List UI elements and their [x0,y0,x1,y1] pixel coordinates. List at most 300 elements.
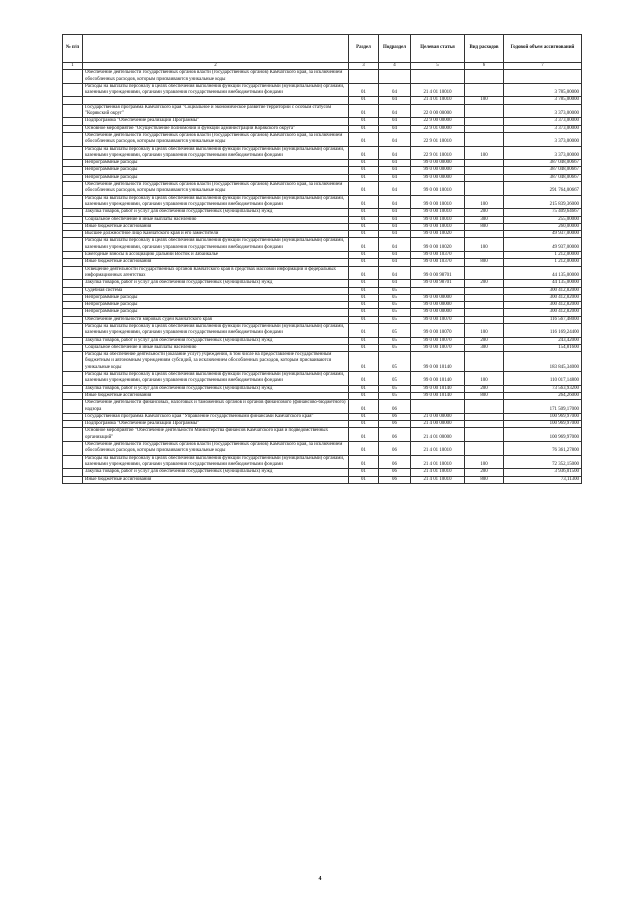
cell-name: Социальное обеспечение и иные выплаты населению [83,216,349,223]
budget-table-sheet [62,34,581,484]
cell-subsection: 06 [379,455,411,469]
cell-target-article: 21 4 01 10010 [411,455,465,469]
cell-target-article: 21 4 01 00000 [411,428,465,442]
cell-section: 01 [349,209,379,216]
cell-expense-type: 800 [465,223,504,230]
table-row [63,70,582,84]
cell-name: Государственная программа Камчатского края "Управление государственными финансами Камчатского края" [83,413,349,420]
cell-index [63,209,83,216]
cell-index [63,476,83,483]
cell-subsection: 04 [379,104,411,118]
cell-target-article: 22 9 01 10010 [411,132,465,146]
cell-index [63,216,83,223]
cell-subsection: 04 [379,252,411,259]
cell-section: 01 [349,259,379,266]
table-row [63,223,582,230]
cell-target-article [411,287,465,294]
cell-index [63,83,83,97]
header-exptype: Вид расходов [465,35,504,63]
cell-index [63,392,83,399]
table-row [63,352,582,372]
table-row [63,323,582,337]
cell-index [63,238,83,252]
cell-amount: 100 969,97000 [504,428,582,442]
cell-amount: 3 373,00000 [504,132,582,146]
cell-amount: 387 048,00667 [504,167,582,174]
cell-index [63,413,83,420]
cell-index [63,428,83,442]
table-row [63,287,582,294]
cell-index [63,259,83,266]
cell-expense-type [465,118,504,125]
budget-table [62,34,582,484]
cell-expense-type: 200 [465,280,504,287]
cell-index [63,316,83,323]
cell-target-article: 99 0 00 00000 [411,309,465,316]
cell-subsection: 04 [379,97,411,104]
cell-name: Обеспечение деятельности государственных органов власти (государственных органов) Камчатского края, за исключением обособленных расходов, которым присваиваются уникальные коды [83,442,349,456]
cell-subsection: 04 [379,125,411,132]
cell-target-article: 99 0 00 10010 [411,216,465,223]
cell-target-article [411,400,465,414]
cell-target-article: 22 9 01 00000 [411,125,465,132]
cell-name: Расходы на обеспечение деятельности (оказание услуг) учреждений, в том числе на предоставление государственным бюджетным и автономным учреждениям субсидий, за исключением обособленных расходов, которым присваиваются уникальные коды [83,352,349,372]
cell-subsection: 05 [379,392,411,399]
cell-target-article: 21 0 00 00000 [411,413,465,420]
cell-section: 01 [349,309,379,316]
cell-expense-type [465,125,504,132]
col-number: 5 [411,63,465,70]
cell-amount: 116 567,48000 [504,316,582,323]
cell-section: 01 [349,469,379,476]
cell-name: Подпрограмма "Обеспечение реализации Программы" [83,118,349,125]
cell-name: Обеспечение деятельности государственных органов власти (государственных органов) Камчатского края, за исключением обособленных расходов, которым присваиваются уникальные коды [83,182,349,196]
cell-amount: 1 212,00000 [504,252,582,259]
cell-subsection: 05 [379,352,411,372]
cell-amount: 3 785,00000 [504,83,582,97]
cell-expense-type [465,316,504,323]
cell-index [63,442,83,456]
cell-name: Обеспечение деятельности мировых судей Камчатского края [83,316,349,323]
cell-section: 01 [349,146,379,160]
cell-amount: 300 412,82000 [504,302,582,309]
table-row [63,421,582,428]
cell-index [63,309,83,316]
cell-section: 01 [349,413,379,420]
cell-name: Расходы на выплаты персоналу в целях обеспечения выполнения функций государственными (муниципальными) органами, казенными учреждениями, органами управления государственными внебюджетными фондами [83,83,349,97]
cell-expense-type [465,231,504,238]
cell-expense-type [465,132,504,146]
cell-target-article: 21 4 01 10010 [411,83,465,97]
cell-expense-type: 300 [465,344,504,351]
col-number: 6 [465,63,504,70]
cell-target-article: 99 0 00 10070 [411,323,465,337]
cell-target-article: 99 0 00 00000 [411,167,465,174]
cell-section: 01 [349,252,379,259]
cell-name: Расходы на выплаты персоналу в целях обеспечения выполнения функций государственными (муниципальными) органами, казенными учреждениями, органами управления государственными внебюджетными фондами [83,146,349,160]
cell-name: Непрограммные расходы [83,309,349,316]
cell-subsection: 05 [379,323,411,337]
cell-subsection: 04 [379,132,411,146]
cell-target-article [411,70,465,84]
cell-target-article: 99 0 00 00000 [411,174,465,181]
cell-subsection: 04 [379,160,411,167]
table-row [63,266,582,280]
col-number: 4 [379,63,411,70]
cell-amount: 100 969,97000 [504,413,582,420]
cell-index [63,195,83,209]
cell-target-article: 99 0 00 10010 [411,182,465,196]
cell-amount: 49 937,00000 [504,238,582,252]
cell-expense-type [465,174,504,181]
cell-name: Обеспечение деятельности государственных органов власти (государственных органов) Камчатского края, за исключением обособленных расходов, которым присваиваются уникальные коды [83,70,349,84]
cell-subsection: 04 [379,231,411,238]
cell-section: 01 [349,231,379,238]
cell-section: 01 [349,421,379,428]
cell-expense-type: 100 [465,372,504,386]
cell-section: 01 [349,182,379,196]
cell-subsection: 05 [379,316,411,323]
cell-index [63,266,83,280]
table-row [63,252,582,259]
cell-section [349,70,379,84]
cell-expense-type: 800 [465,392,504,399]
cell-expense-type [465,302,504,309]
table-row [63,413,582,420]
table-row [63,182,582,196]
cell-expense-type: 100 [465,455,504,469]
cell-section: 01 [349,476,379,483]
table-row [63,216,582,223]
cell-index [63,174,83,181]
cell-expense-type [465,421,504,428]
cell-name: Расходы на выплаты персоналу в целях обеспечения выполнения функций государственными (муниципальными) органами, казенными учреждениями, органами управления государственными внебюджетными фондами [83,323,349,337]
table-row [63,83,582,97]
cell-index [63,337,83,344]
cell-name: Социальное обеспечение и иные выплаты населению [83,344,349,351]
cell-amount: 300 412,82000 [504,309,582,316]
cell-subsection: 06 [379,413,411,420]
cell-index [63,104,83,118]
cell-amount: 73 563,93200 [504,385,582,392]
cell-subsection: 06 [379,442,411,456]
cell-name: Непрограммные расходы [83,174,349,181]
cell-amount: 255,00000 [504,216,582,223]
cell-section: 01 [349,400,379,414]
table-row [63,455,582,469]
cell-name: Непрограммные расходы [83,302,349,309]
cell-amount: 215 839,36000 [504,195,582,209]
cell-subsection: 06 [379,469,411,476]
cell-section: 01 [349,238,379,252]
cell-section: 01 [349,104,379,118]
cell-expense-type: 200 [465,469,504,476]
table-row [63,385,582,392]
cell-amount: 154,81600 [504,344,582,351]
cell-amount: 76 361,27800 [504,442,582,456]
cell-subsection: 04 [379,209,411,216]
cell-target-article: 99 0 00 10140 [411,385,465,392]
table-row [63,209,582,216]
cell-amount: 1 212,00000 [504,259,582,266]
cell-section: 01 [349,323,379,337]
cell-name: Расходы на выплаты персоналу в целях обеспечения выполнения функций государственными (муниципальными) органами, казенными учреждениями, органами управления государственными внебюджетными фондами [83,455,349,469]
cell-expense-type [465,352,504,372]
cell-index [63,455,83,469]
cell-subsection: 04 [379,259,411,266]
cell-target-article: 99 0 00 10140 [411,392,465,399]
cell-expense-type [465,70,504,84]
table-row [63,344,582,351]
cell-amount: 116 169,24400 [504,323,582,337]
col-number: 1 [63,63,83,70]
cell-expense-type [465,294,504,301]
cell-target-article: 22 0 00 00000 [411,104,465,118]
cell-expense-type: 300 [465,216,504,223]
cell-name: Закупка товаров, работ и услуг для обеспечения государственных (муниципальных) нужд [83,469,349,476]
table-row [63,259,582,266]
cell-subsection: 04 [379,266,411,280]
cell-expense-type [465,413,504,420]
table-row [63,392,582,399]
cell-index [63,167,83,174]
cell-amount: 171 509,17000 [504,400,582,414]
cell-index [63,118,83,125]
cell-expense-type [465,160,504,167]
cell-section: 01 [349,294,379,301]
cell-target-article: 99 0 00 10020 [411,231,465,238]
cell-name: Расходы на выплаты персоналу в целях обеспечения выполнения функций государственными (муниципальными) органами, казенными учреждениями, органами управления государственными внебюджетными фондами [83,238,349,252]
cell-subsection: 04 [379,195,411,209]
cell-section: 01 [349,125,379,132]
cell-subsection: 05 [379,337,411,344]
table-row [63,97,582,104]
cell-expense-type [465,287,504,294]
cell-amount: 300 412,82000 [504,287,582,294]
column-numbering-row [63,63,582,70]
cell-section: 01 [349,352,379,372]
cell-section: 01 [349,216,379,223]
cell-target-article: 22 9 01 10010 [411,146,465,160]
cell-index [63,344,83,351]
cell-name: Основное мероприятие "Обеспечение деятельности Министерства финансов Камчатского края и подведомственных организаций" [83,428,349,442]
cell-index [63,125,83,132]
cell-index [63,231,83,238]
cell-name: Непрограммные расходы [83,160,349,167]
header-target: Целевая статья [411,35,465,63]
cell-section: 01 [349,455,379,469]
table-row [63,476,582,483]
cell-amount: 243,42000 [504,337,582,344]
cell-expense-type: 100 [465,195,504,209]
cell-name: Расходы на выплаты персоналу в целях обеспечения выполнения функций государственными (муниципальными) органами, казенными учреждениями, органами управления государственными внебюджетными фондами [83,372,349,386]
cell-expense-type: 200 [465,337,504,344]
cell-section: 01 [349,287,379,294]
cell-target-article: 99 0 00 10370 [411,259,465,266]
cell-amount [504,70,582,84]
table-row [63,309,582,316]
cell-index [63,302,83,309]
cell-subsection: 05 [379,385,411,392]
cell-section: 01 [349,316,379,323]
cell-target-article: 99 0 00 98701 [411,280,465,287]
cell-target-article: 21 4 01 10010 [411,97,465,104]
cell-name: Закупка товаров, работ и услуг для обеспечения государственных (муниципальных) нужд [83,385,349,392]
cell-index [63,400,83,414]
cell-expense-type: 100 [465,97,504,104]
table-row [63,428,582,442]
cell-index [63,97,83,104]
cell-index [63,323,83,337]
cell-index [63,70,83,84]
cell-target-article: 99 0 00 00000 [411,302,465,309]
cell-name: Закупка товаров, работ и услуг для обеспечения государственных (муниципальных) нужд [83,280,349,287]
cell-target-article: 99 0 00 00000 [411,160,465,167]
cell-amount: 387 048,00667 [504,160,582,167]
cell-target-article: 99 0 00 10010 [411,209,465,216]
cell-section: 01 [349,174,379,181]
cell-subsection: 05 [379,344,411,351]
cell-expense-type: 200 [465,209,504,216]
cell-subsection: 04 [379,118,411,125]
cell-amount: 72 352,15000 [504,455,582,469]
cell-subsection: 04 [379,238,411,252]
col-number: 2 [83,63,349,70]
cell-amount: 100 969,97000 [504,421,582,428]
table-row [63,146,582,160]
table-row [63,442,582,456]
table-row [63,195,582,209]
cell-subsection: 04 [379,182,411,196]
cell-amount: 75 409,64667 [504,209,582,216]
table-row [63,280,582,287]
table-row [63,174,582,181]
cell-subsection: 06 [379,400,411,414]
cell-expense-type [465,167,504,174]
header-section: Раздел [349,35,379,63]
cell-name: Иные бюджетные ассигнования [83,476,349,483]
table-row [63,337,582,344]
table-row [63,132,582,146]
cell-expense-type [465,182,504,196]
cell-amount: 3 936,01500 [504,469,582,476]
cell-subsection: 04 [379,223,411,230]
cell-section: 01 [349,83,379,97]
cell-expense-type: 100 [465,146,504,160]
cell-index [63,372,83,386]
cell-subsection: 05 [379,302,411,309]
table-row [63,302,582,309]
cell-subsection: 04 [379,216,411,223]
cell-name: Непрограммные расходы [83,167,349,174]
cell-name: Государственная программа Камчатского края "Социальное и экономическое развитие территории с особым статусом "Корякский округ" [83,104,349,118]
cell-name: Подпрограмма "Обеспечение реализации Программы" [83,421,349,428]
cell-section: 01 [349,442,379,456]
cell-amount: 3 373,00000 [504,118,582,125]
table-row [63,316,582,323]
cell-name: Обеспечение деятельности государственных органов власти (государственных органов) Камчатского края, за исключением обособленных расходов, которым присваиваются уникальные коды [83,132,349,146]
cell-subsection [379,70,411,84]
cell-target-article: 99 0 00 10140 [411,352,465,372]
cell-target-article: 99 0 00 00000 [411,294,465,301]
header-name [83,35,349,63]
cell-expense-type [465,442,504,456]
cell-subsection: 05 [379,309,411,316]
cell-amount: 73,11300 [504,476,582,483]
cell-expense-type [465,83,504,97]
cell-index [63,287,83,294]
cell-section: 01 [349,428,379,442]
cell-amount: 300 412,82000 [504,294,582,301]
cell-expense-type: 200 [465,385,504,392]
cell-section: 01 [349,372,379,386]
cell-section: 01 [349,337,379,344]
cell-amount: 44 135,00000 [504,280,582,287]
cell-name: Иные бюджетные ассигнования [83,223,349,230]
table-row [63,469,582,476]
cell-section: 01 [349,344,379,351]
cell-subsection: 04 [379,280,411,287]
cell-target-article: 99 0 00 10070 [411,337,465,344]
cell-index [63,252,83,259]
cell-name: Высшее должностное лицо Камчатского края и его заместители [83,231,349,238]
table-row [63,167,582,174]
cell-expense-type [465,400,504,414]
cell-expense-type [465,266,504,280]
cell-expense-type [465,428,504,442]
cell-name: Закупка товаров, работ и услуг для обеспечения государственных (муниципальных) нужд [83,337,349,344]
header-subsection: Подраздел [379,35,411,63]
cell-subsection: 06 [379,428,411,442]
cell-section: 01 [349,167,379,174]
header-num: № п/п [63,35,83,63]
cell-amount: 183 845,34000 [504,352,582,372]
cell-amount: 3 373,00000 [504,146,582,160]
cell-index [63,132,83,146]
cell-target-article: 21 4 01 10010 [411,469,465,476]
cell-subsection: 04 [379,167,411,174]
table-row [63,118,582,125]
cell-name: Основное мероприятие "Осуществление полномочий и функций администрации Корякского округа" [83,125,349,132]
cell-subsection: 06 [379,476,411,483]
cell-target-article: 99 0 00 10070 [411,316,465,323]
cell-section: 01 [349,160,379,167]
cell-expense-type [465,104,504,118]
cell-amount: 49 937,00000 [504,231,582,238]
cell-name: Обеспечение деятельности финансовых, налоговых и таможенных органов и органов финансового (финансово-бюджетного) надзора [83,400,349,414]
cell-name: Иные бюджетные ассигнования [83,392,349,399]
col-number: 7 [504,63,582,70]
cell-index [63,182,83,196]
cell-index [63,160,83,167]
cell-section: 01 [349,223,379,230]
cell-expense-type [465,252,504,259]
table-row [63,238,582,252]
cell-index [63,223,83,230]
cell-target-article: 21 4 01 10010 [411,442,465,456]
cell-amount: 264,26000 [504,392,582,399]
cell-subsection: 04 [379,83,411,97]
cell-index [63,294,83,301]
table-row [63,294,582,301]
cell-expense-type: 800 [465,476,504,483]
cell-index [63,385,83,392]
cell-target-article: 99 0 00 10010 [411,195,465,209]
page-number: 4 [318,876,322,882]
cell-name: Непрограммные расходы [83,294,349,301]
table-row [63,125,582,132]
cell-name: Иные бюджетные ассигнования [83,259,349,266]
